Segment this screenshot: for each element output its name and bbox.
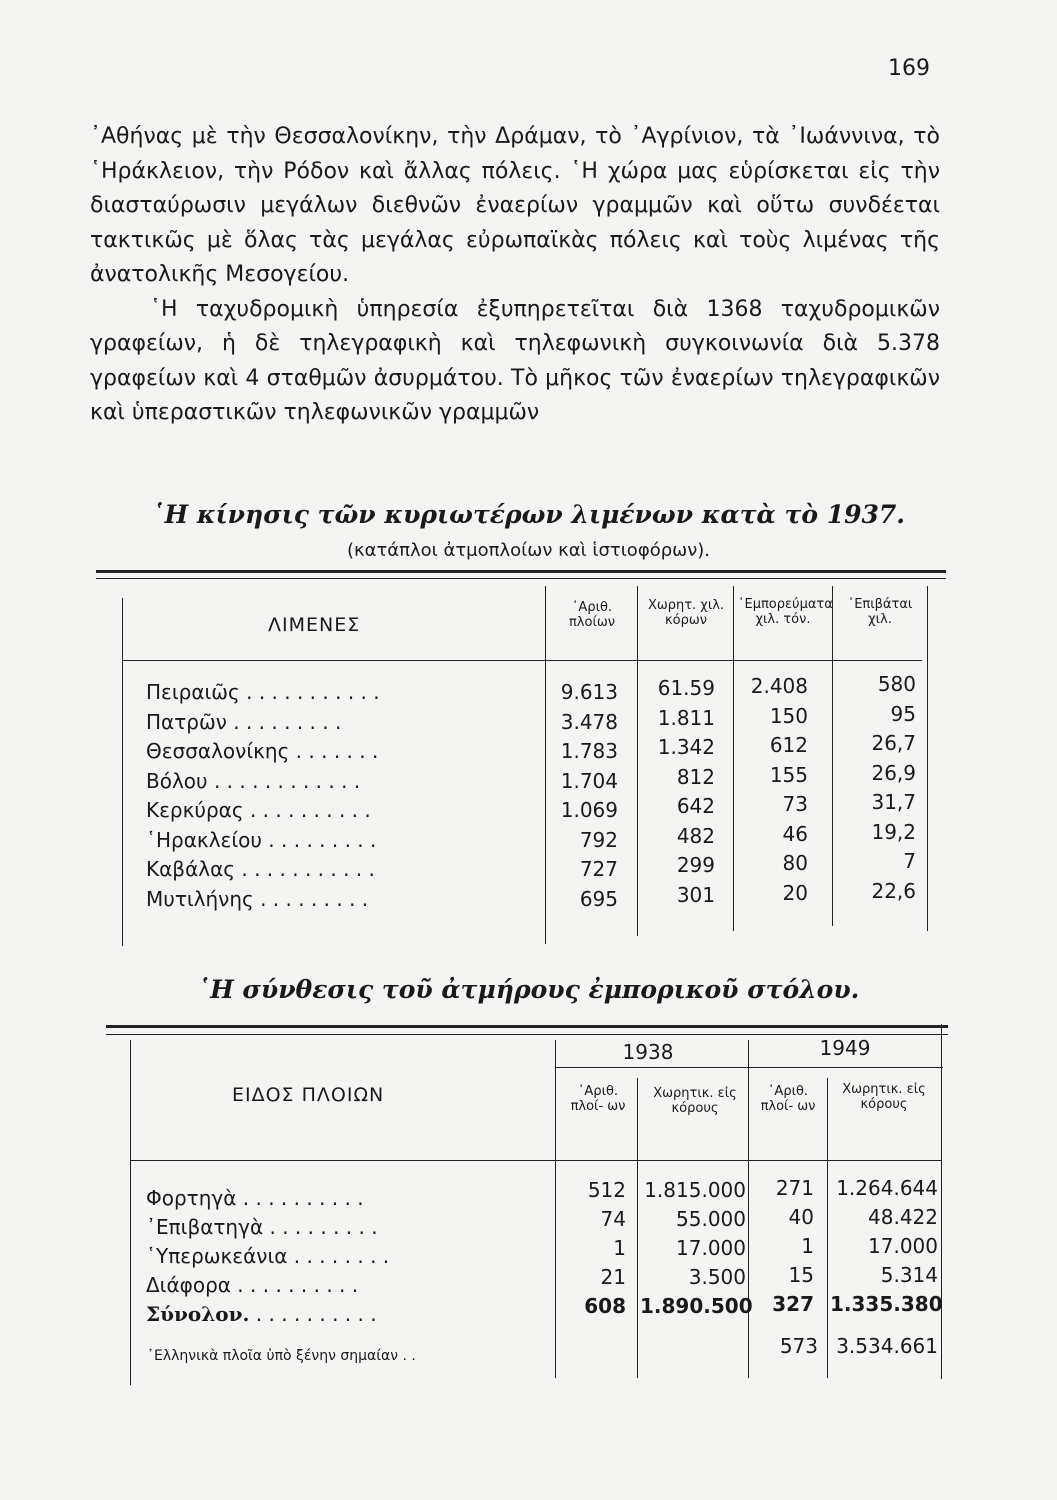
tonnage-1938: 55.000 (676, 1207, 746, 1231)
passengers-value: 19,2 (871, 819, 916, 844)
ships-1938: 21 (600, 1265, 626, 1289)
port-name: Θεσσαλονίκης . . . . . . . (146, 739, 379, 763)
ships-1949: 271 (775, 1176, 814, 1200)
ships-count: 727 (579, 857, 618, 881)
ship-type-label: ᾽Επιβατηγὰ (146, 1215, 264, 1239)
ships-1938: 608 (584, 1294, 626, 1318)
port-label: Πατρῶν (146, 709, 227, 734)
goods-value: 46 (782, 821, 808, 846)
ships-count: 695 (579, 886, 618, 911)
tonnage-1949: 5.314 (880, 1263, 938, 1287)
tonnage-value: 1.342 (657, 735, 715, 759)
port-label: Καβάλας (146, 857, 236, 881)
ports-header: ΛΙΜΕΝΕΣ (268, 614, 361, 636)
tonnage-1949: 48.422 (868, 1205, 938, 1229)
tonnage-value: 299 (676, 853, 715, 877)
goods-value: 73 (782, 792, 808, 816)
goods-value: 80 (782, 851, 808, 875)
ships-1949: 1 (801, 1234, 814, 1258)
ships-header: ᾽Αριθ. πλοίων (568, 600, 616, 630)
tonnage-1949: 1.335.380 (830, 1292, 943, 1316)
goods-value: 20 (782, 880, 808, 905)
passengers-value: 26,7 (871, 731, 916, 755)
ship-type: Διάφορα . . . . . . . . . . (146, 1273, 359, 1297)
foreign-tonnage-1949: 3.534.661 (836, 1334, 938, 1358)
ships-1949-header: ᾽Αριθ. πλοί- ων (760, 1084, 816, 1114)
port-name: Πειραιῶς . . . . . . . . . . . (146, 680, 380, 704)
ship-type: Φορτηγὰ . . . . . . . . . . (146, 1186, 364, 1210)
ships-1938-header: ᾽Αριθ. πλοί- ων (570, 1084, 626, 1114)
page-number: 169 (888, 56, 930, 81)
passengers-value: 31,7 (871, 790, 916, 814)
port-label: ῾Ηρακλείου (146, 827, 262, 852)
tonnage-value: 301 (676, 882, 715, 907)
table2-title: ῾Η σύνθεσις τοῦ ἀτμήρους ἐμπορικοῦ στόλου. (197, 975, 860, 1004)
foreign-ships-1949: 573 (779, 1334, 818, 1358)
ship-type-label: Διάφορα (146, 1273, 231, 1297)
goods-value: 2.408 (750, 674, 808, 698)
tonnage-1938: 17.000 (676, 1236, 746, 1260)
tonnage-header: Χωρητ. χιλ. κόρων (647, 598, 725, 628)
passengers-value: 95 (890, 701, 916, 726)
tonnage-1938: 3.500 (688, 1265, 746, 1289)
body-text (90, 120, 940, 431)
ships-count: 9.613 (560, 680, 618, 704)
ship-type-label: ῾Υπερωκεάνια (146, 1244, 288, 1268)
ships-count: 1.704 (560, 768, 618, 793)
total-label: Σύνολον. . . . . . . . . . . (146, 1302, 377, 1326)
table1-subtitle: (κατάπλοι ἀτμοπλοίων καὶ ἱστιοφόρων). (346, 540, 711, 561)
foreign-flag-label: ᾽Ελληνικὰ πλοῖα ὑπὸ ξένην σημαίαν . . (147, 1348, 416, 1364)
port-label: Πειραιῶς (146, 680, 240, 704)
tonnage-1949-header: Χωρητικ. εἰς κόρους (842, 1082, 926, 1112)
ships-1949: 40 (788, 1205, 814, 1229)
ships-1938: 74 (600, 1207, 626, 1231)
tonnage-1938: 1.815.000 (644, 1178, 746, 1202)
ship-type-label: Φορτηγὰ (146, 1186, 237, 1210)
port-name: Μυτιλήνης . . . . . . . . . (146, 886, 369, 911)
passengers-value: 26,9 (871, 760, 916, 785)
paragraph: ῾Η ταχυδρομικὴ ὑπηρεσία ἐξυπηρετεῖται διὰ 1368 ταχυδρομικῶν γραφείων, ἡ δὲ τηλεγραφικὴ καὶ τηλεφωνικὴ συγκοινωνία διὰ 5.378 γραφείων καὶ 4 σταθμῶν ἀσυρμάτου. Τὸ μῆκος τῶν ἐναερίων τηλεγραφικῶν καὶ ὑπεραστικῶν τηλεφωνικῶν γραμμῶν (90, 296, 940, 425)
ships-count: 3.478 (560, 709, 618, 734)
ships-1938: 512 (587, 1178, 626, 1202)
tonnage-1938-header: Χωρητικ. εἰς κόρους (653, 1086, 737, 1116)
ships-1938: 1 (613, 1236, 626, 1260)
goods-value: 155 (769, 762, 808, 787)
paragraph: ᾽Αθήνας μὲ τὴν Θεσσαλονίκην, τὴν Δράμαν, τὸ ᾽Αγρίνιον, τὰ ᾽Ιωάννινα, τὸ ῾Ηράκλειον, τὴν Ρόδον καὶ ἄλλας πόλεις. ῾Η χώρα μας εὑρίσκεται εἰς τὴν διασταύρωσιν μεγάλων διεθνῶν ἐναερίων γραμμῶν καὶ οὕτω συνδέεται τακτικῶς μὲ ὅλας τὰς μεγάλας εὐρωπαϊκὰς πόλεις καὶ τοὺς λιμένας τῆς ἀνατολικῆς Μεσογείου. (90, 124, 940, 287)
goods-value: 150 (769, 703, 808, 728)
tonnage-value: 1.811 (657, 705, 715, 730)
goods-header: ᾽Εμπορεύματα χιλ. τόν. (738, 597, 833, 627)
year-1949-header: 1949 (819, 1036, 871, 1060)
ships-1949: 327 (772, 1292, 814, 1316)
tonnage-value: 482 (676, 823, 715, 848)
tonnage-value: 812 (676, 764, 715, 789)
tonnage-1949: 17.000 (868, 1234, 938, 1258)
ships-count: 1.783 (560, 739, 618, 763)
port-label: Μυτιλήνης (146, 886, 254, 911)
ships-count: 1.069 (560, 798, 618, 822)
port-name: Κερκύρας . . . . . . . . . . (146, 798, 371, 822)
ship-type: ᾽Επιβατηγὰ . . . . . . . . . (146, 1215, 378, 1239)
type-header: ΕΙΔΟΣ ΠΛΟΙΩΝ (232, 1084, 385, 1106)
port-label: Βόλου (146, 768, 208, 793)
table1-title: ῾Η κίνησις τῶν κυριωτέρων λιμένων κατὰ τὸ 1937. (152, 500, 905, 529)
passengers-value: 580 (877, 672, 916, 696)
port-name: Πατρῶν . . . . . . . . . (146, 709, 342, 734)
passengers-header: ᾽Επιβάται χιλ. (847, 597, 913, 627)
ship-type-label: Σύνολον. (146, 1302, 250, 1326)
tonnage-value: 61.59 (657, 676, 715, 700)
tonnage-1949: 1.264.644 (836, 1176, 938, 1200)
port-name: Βόλου . . . . . . . . . . . . (146, 768, 361, 793)
port-label: Θεσσαλονίκης (146, 739, 290, 763)
passengers-value: 7 (903, 849, 916, 873)
port-name: ῾Ηρακλείου . . . . . . . . . (146, 827, 377, 852)
port-label: Κερκύρας (146, 798, 244, 822)
ship-type: ῾Υπερωκεάνια . . . . . . . . (146, 1244, 390, 1268)
port-name: Καβάλας . . . . . . . . . . . (146, 857, 375, 881)
ships-1949: 15 (788, 1263, 814, 1287)
tonnage-1938: 1.890.500 (640, 1294, 753, 1318)
year-1938-header: 1938 (622, 1040, 674, 1064)
ships-count: 792 (579, 827, 618, 852)
tonnage-value: 642 (676, 794, 715, 818)
goods-value: 612 (769, 733, 808, 757)
passengers-value: 22,6 (871, 878, 916, 903)
